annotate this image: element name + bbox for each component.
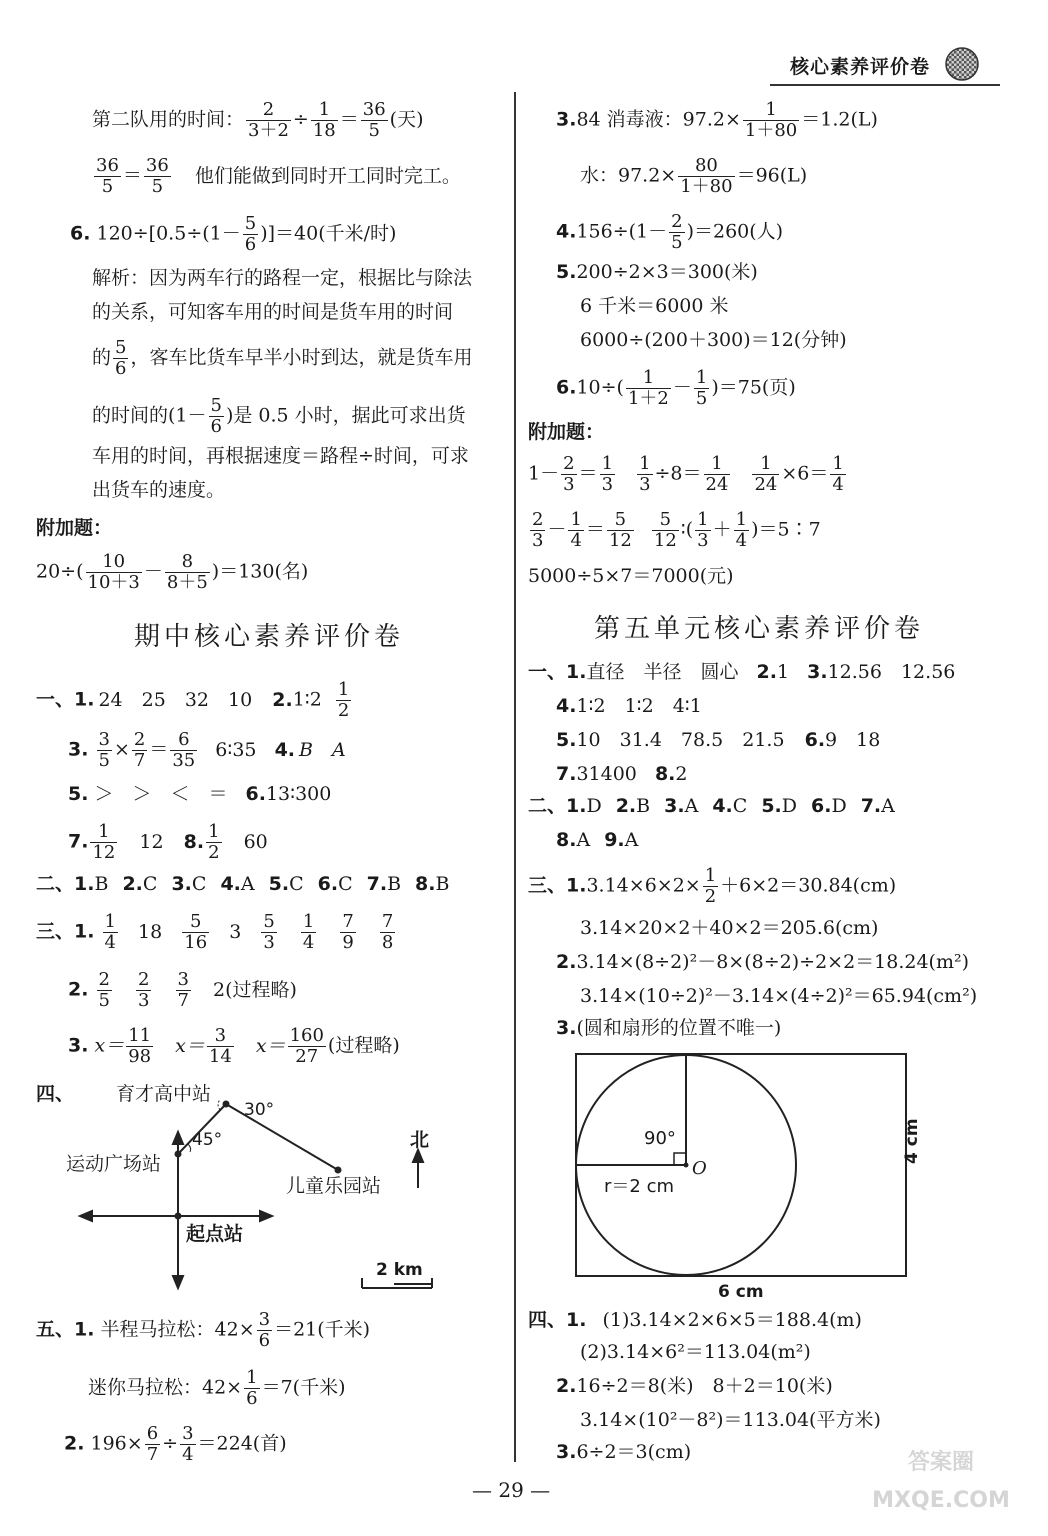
fraction: $\frac{5}{6}$: [115, 337, 127, 379]
u4-q1a: 四、1. (1)3.14×2×6×5＝188.4(m): [528, 1309, 862, 1331]
s1-row2: 3. $\frac{3}{5}$ × $\frac{2}{7}$ ＝ $\frac{6}{35}$ 6∶35 4. B A: [68, 729, 346, 771]
header-tab: [780, 44, 970, 86]
fraction: $\frac{10}{10+3}$: [87, 551, 140, 593]
section-title-unit5: 第五单元核心素养评价卷: [594, 614, 925, 644]
map-station-left: 运动广场站: [66, 1153, 162, 1175]
header-rule: [770, 84, 1000, 86]
map-angle-45: 45°: [192, 1130, 223, 1150]
u3-q3: 3.(圆和扇形的位置不唯一): [556, 1017, 782, 1039]
fraction: $\frac{1}{3}$: [639, 453, 651, 495]
u3-q2b: 3.14×(10÷2)²－3.14×(4÷2)²＝65.94(cm²): [580, 985, 978, 1007]
line-conclusion: $\frac{36}{5}$ ＝ $\frac{36}{5}$ 他们能做到同时开工同时完工。: [96, 155, 461, 197]
s1-row4: 7. $\frac{1}{12}$ 12 8. $\frac{1}{2}$ 60: [68, 821, 268, 863]
line-team2-time: 第二队用的时间： $\frac{2}{3+2}$ ÷ $\frac{1}{18}$ ＝ $\frac{36}{5}$ (天): [92, 99, 424, 141]
s3-row2: 2. $\frac{2}{5}$ $\frac{2}{3}$ $\frac{3}{7}$ 2(过程略): [68, 969, 297, 1011]
s5-q2: 2. 196× $\frac{6}{7}$ ÷ $\frac{3}{4}$ ＝224(首): [64, 1423, 287, 1465]
fraction: $\frac{1}{24}$: [754, 453, 778, 495]
map-station-top: 育才高中站: [116, 1083, 212, 1105]
page-number: — 29 —: [472, 1478, 551, 1502]
fraction: $\frac{1}{1+2}$: [627, 367, 669, 409]
fraction: $\frac{7}{9}$: [342, 911, 354, 953]
u3-q2: 2.3.14×(8÷2)²－8×(8÷2)÷2×2＝18.24(m²): [556, 951, 970, 973]
fraction: $\frac{2}{3}$: [138, 969, 150, 1011]
fraction: $\frac{1}{18}$: [312, 99, 336, 141]
column-divider: [514, 92, 516, 1462]
fraction: $\frac{1}{3}$: [601, 453, 614, 495]
r-extra-row1: 1－ $\frac{2}{3}$ ＝ $\frac{1}{3}$ $\frac{1}{3}$ ÷8＝ $\frac{1}{24}$ $\frac{1}{24}$ ×6＝ $\frac{1}{4}$: [528, 453, 844, 495]
analysis-line: 的关系，可知客车用的时间是货车用的时间: [92, 301, 454, 323]
u4-q2a: 2.16÷2＝8(米) 8＋2＝10(米): [556, 1375, 833, 1397]
s2-row: 二、1.B 2.C 3.C 4.A 5.C 6.C 7.B 8.B: [36, 873, 450, 895]
u1-row1: 一、1.直径 半径 圆心 2.1 3.12.56 12.56: [528, 661, 956, 683]
analysis-line: 车用的时间，再根据速度＝路程÷时间，可求: [92, 445, 469, 467]
fraction: $\frac{36}{5}$: [145, 155, 169, 197]
fraction: $\frac{80}{1+80}$: [680, 155, 733, 197]
fraction: $\frac{1}{2}$: [704, 865, 717, 907]
fraction: $\frac{1}{4}$: [735, 509, 748, 551]
fraction: $\frac{5}{12}$: [608, 509, 632, 551]
fraction: $\frac{11}{98}$: [128, 1025, 152, 1067]
fraction: $\frac{1}{4}$: [570, 509, 582, 551]
fraction: $\frac{1}{2}$: [208, 821, 220, 863]
section-title-midterm: 期中核心素养评价卷: [134, 622, 405, 652]
fraction: $\frac{3}{5}$: [98, 729, 110, 771]
fraction: $\frac{1}{1+80}$: [744, 99, 798, 141]
s3-row3: 3. x＝ $\frac{11}{98}$ x＝ $\frac{3}{14}$ x＝ $\frac{160}{27}$ (过程略): [68, 1025, 400, 1067]
r-extra-row2: $\frac{2}{3}$ － $\frac{1}{4}$ ＝ $\frac{5}{12}$ $\frac{5}{12}$ ∶( $\frac{1}{3}$ ＋ $\frac{1}{4}$ )＝5∶7: [532, 509, 821, 551]
s1-row1: 一、1. 24 25 32 10 2.1∶2 $\frac{1}{2}$: [36, 679, 350, 721]
fraction: $\frac{1}{5}$: [695, 367, 708, 409]
u1-row2: 4.1∶2 1∶2 4∶1: [556, 695, 702, 717]
fraction: $\frac{6}{7}$: [146, 1423, 159, 1465]
u4-q3a: 3.6÷2＝3(cm): [556, 1441, 692, 1463]
fraction: $\frac{5}{12}$: [653, 509, 677, 551]
fraction: $\frac{1}{4}$: [832, 453, 844, 495]
fig-center-label: O: [692, 1158, 707, 1179]
r-q5c: 6000÷(200＋300)＝12(分钟): [580, 329, 847, 351]
analysis-line: 解析：因为两车行的路程一定，根据比与除法: [92, 267, 473, 289]
u3-q1b: 3.14×20×2＋40×2＝205.6(cm): [580, 917, 879, 939]
fraction: $\frac{5}{16}$: [184, 911, 208, 953]
fraction: $\frac{1}{4}$: [302, 911, 315, 953]
fraction: $\frac{1}{3}$: [697, 509, 709, 551]
r-extra-row3: 5000÷5×7＝7000(元): [528, 565, 734, 587]
r-q5a: 5.200÷2×3＝300(米): [556, 261, 758, 283]
fraction: $\frac{1}{12}$: [92, 821, 116, 863]
s1-row3: 5. ＞ ＞ ＜ ＝ 6.13∶300: [68, 783, 332, 805]
s4-label: 四、: [36, 1083, 75, 1105]
map-station-start: 起点站: [186, 1223, 244, 1245]
fraction: $\frac{2}{5}$: [671, 211, 683, 253]
fraction: $\frac{2}{5}$: [98, 969, 110, 1011]
fig-angle-label: 90°: [644, 1128, 676, 1149]
r-q6: 6.10÷( $\frac{1}{1+2}$ － $\frac{1}{5}$ )＝75(页): [556, 367, 796, 409]
fraction: $\frac{2}{3+2}$: [248, 99, 289, 141]
r-q3: 3.84 消毒液：97.2× $\frac{1}{1+80}$ ＝1.2(L): [556, 99, 878, 141]
fraction: $\frac{5}{3}$: [263, 911, 275, 953]
fraction: $\frac{36}{5}$: [362, 99, 386, 141]
u4-q1b: (2)3.14×6²＝113.04(m²): [580, 1341, 811, 1363]
r-q5b: 6 千米＝6000 米: [580, 295, 729, 317]
map-scale-label: 2 km: [376, 1260, 423, 1280]
fraction: $\frac{7}{8}$: [381, 911, 394, 953]
s3-row1: 三、1. $\frac{1}{4}$ 18 $\frac{5}{16}$ 3 $\frac{5}{3}$ $\frac{1}{4}$ $\frac{7}{9}$ $\frac{7}{8}$: [36, 911, 394, 953]
fraction: $\frac{8}{8+5}$: [166, 551, 208, 593]
fraction: $\frac{1}{2}$: [337, 679, 350, 721]
fraction: $\frac{3}{7}$: [177, 969, 189, 1011]
fraction: $\frac{1}{6}$: [246, 1367, 258, 1409]
fraction: $\frac{5}{6}$: [244, 213, 257, 255]
analysis-line: 的 $\frac{5}{6}$ ，客车比货车早半小时到达，就是货车用: [92, 337, 473, 379]
r-q3b: 水：97.2× $\frac{80}{1+80}$ ＝96(L): [580, 155, 808, 197]
u1-row3: 5.10 31.4 78.5 21.5 6.9 18: [556, 729, 881, 751]
fraction: $\frac{36}{5}$: [96, 155, 119, 197]
s5-q1: 五、1. 半程马拉松：42× $\frac{3}{6}$ ＝21(千米): [36, 1309, 371, 1351]
extra-answer: 20÷( $\frac{10}{10+3}$ － $\frac{8}{8+5}$ )＝130(名): [36, 551, 309, 593]
analysis-line: 出货车的速度。: [92, 479, 226, 501]
u2-row1: 二、1.D 2.B 3.A 4.C 5.D 6.D 7.A: [528, 795, 895, 817]
fraction: $\frac{2}{7}$: [133, 729, 146, 771]
fraction: $\frac{3}{4}$: [182, 1423, 194, 1465]
u3-q1: 三、1.3.14×6×2× $\frac{1}{2}$ ＋6×2＝30.84(cm): [528, 865, 897, 907]
map-station-right: 儿童乐园站: [286, 1175, 382, 1197]
fraction: $\frac{3}{14}$: [208, 1025, 232, 1067]
question-6: 6. 120÷[0.5÷(1－ $\frac{5}{6}$ )]＝40(千米/时): [70, 213, 397, 255]
fraction: $\frac{2}{3}$: [563, 453, 575, 495]
header-emblem-icon: [944, 46, 980, 82]
map-angle-30: 30°: [244, 1100, 275, 1120]
s5-q1b: 迷你马拉松：42× $\frac{1}{6}$ ＝7(千米): [88, 1367, 346, 1409]
fraction: $\frac{2}{3}$: [532, 509, 544, 551]
u4-q2b: 3.14×(10²－8²)＝113.04(平方米): [580, 1409, 881, 1431]
u2-row2: 8.A 9.A: [556, 829, 639, 851]
fraction: $\frac{1}{4}$: [104, 911, 116, 953]
header-title: 核心素养评价卷: [790, 56, 931, 78]
fraction: $\frac{5}{6}$: [210, 395, 222, 437]
fig-width-label: 6 cm: [718, 1282, 764, 1302]
watermark-logo: [846, 1444, 1042, 1530]
fraction: $\frac{3}{6}$: [258, 1309, 271, 1351]
fraction: $\frac{1}{24}$: [705, 453, 729, 495]
watermark-text: 答案圈 MXQE.COM: [872, 1450, 1010, 1513]
fig-radius-label: r＝2 cm: [604, 1176, 675, 1197]
fig-height-label: 4 cm: [902, 1118, 922, 1164]
fraction: $\frac{160}{27}$: [289, 1025, 324, 1067]
fraction: $\frac{6}{35}$: [172, 729, 196, 771]
map-north-label: 北: [410, 1129, 430, 1151]
extra-label: 附加题：: [36, 517, 113, 539]
u1-row4: 7.31400 8.2: [556, 763, 688, 785]
r-q4: 4.156÷(1－ $\frac{2}{5}$ )＝260(人): [556, 211, 784, 253]
analysis-line: 的时间的(1－ $\frac{5}{6}$ )是 0.5 小时，据此可求出货: [92, 395, 466, 437]
r-extra-label: 附加题：: [528, 421, 605, 443]
